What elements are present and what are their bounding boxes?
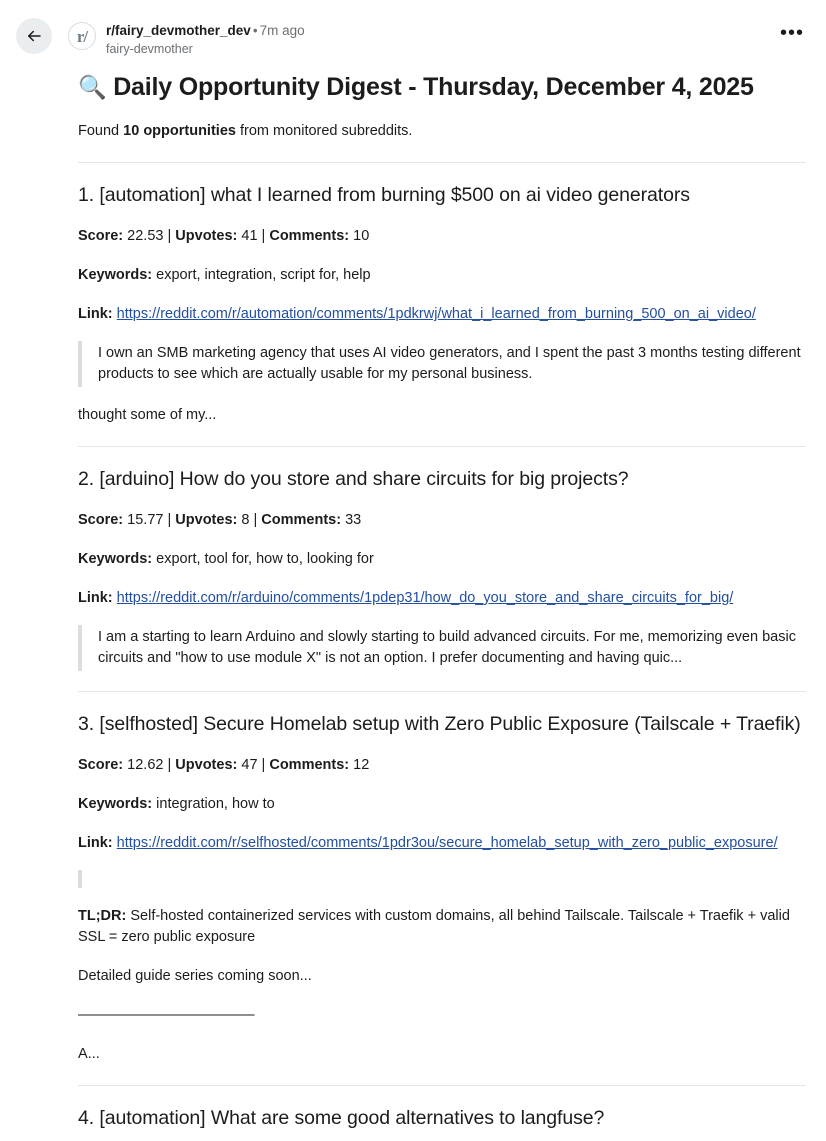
opportunity-link-row — [78, 588, 806, 609]
opportunity-note: Detailed guide series coming soon... — [78, 968, 312, 984]
divider — [78, 162, 806, 163]
comments-value: 12 — [353, 757, 370, 773]
summary-line — [78, 121, 806, 142]
link-label: Link: — [78, 835, 113, 851]
summary-suffix: from monitored subreddits. — [235, 123, 413, 139]
summary-count: 10 opportunities — [123, 123, 236, 139]
opportunity-title: 4. [automation] What are some good alternatives to langfuse? — [78, 1107, 605, 1129]
post-author[interactable]: fairy-devmother — [106, 42, 193, 56]
upvotes-value: 47 — [241, 757, 258, 773]
subreddit-link[interactable]: r/fairy_devmother_dev — [106, 23, 251, 38]
opportunity-title: 1. [automation] what I learned from burning $500 on ai video generators — [78, 184, 690, 206]
opportunity-link[interactable]: https://reddit.com/r/automation/comments/1pdkrwj/what_i_learned_from_burning_500_on_ai_video/ — [116, 306, 756, 322]
page-title-text: Daily Opportunity Digest - Thursday, December 4, 2025 — [113, 73, 754, 101]
opportunity-title: 2. [arduino] How do you store and share circuits for big projects? — [78, 468, 629, 490]
keywords-value: export, tool for, how to, looking for — [156, 551, 374, 567]
score-label: Score: — [78, 757, 124, 773]
keywords-value: export, integration, script for, help — [156, 267, 371, 283]
comments-value: 10 — [353, 228, 370, 244]
page-title — [78, 71, 810, 103]
ascii-rule: ————————————— — [78, 1007, 254, 1023]
link-label: Link: — [78, 590, 113, 606]
opportunity-link[interactable]: https://reddit.com/r/selfhosted/comments/1pdr3ou/secure_homelab_setup_with_zero_public_exposure/ — [116, 835, 778, 851]
opportunity-stats: Score: 15.77 | Upvotes: 8 | Comments: 33 — [78, 512, 362, 528]
opportunity-stats: Score: 22.53 | Upvotes: 41 | Comments: 10 — [78, 228, 370, 244]
opportunity-keywords — [78, 794, 806, 815]
keywords-label: Keywords: — [78, 796, 153, 812]
score-label: Score: — [78, 512, 124, 528]
score-value: 22.53 — [127, 228, 164, 244]
link-label: Link: — [78, 306, 113, 322]
overflow-menu-icon[interactable]: ••• — [779, 22, 804, 44]
header-meta — [106, 22, 810, 57]
divider — [78, 691, 806, 692]
opportunity-stats: Score: 12.62 | Upvotes: 47 | Comments: 12 — [78, 757, 370, 773]
opportunity-tldr — [78, 906, 806, 948]
opportunity-quote: I am a starting to learn Arduino and slowly starting to build advanced circuits. For me, memorizing even basic circuits and "how to use module X" is not an option. I prefer documenting and having quic... — [78, 625, 806, 671]
score-label: Score: — [78, 228, 124, 244]
comments-value: 33 — [345, 512, 362, 528]
comments-label: Comments: — [269, 757, 350, 773]
upvotes-label: Upvotes: — [175, 228, 238, 244]
tldr-label: TL;DR: — [78, 908, 127, 924]
opportunity-quote — [78, 870, 806, 888]
upvotes-value: 8 — [241, 512, 250, 528]
meta-separator: • — [252, 23, 258, 38]
bottom-spacer — [78, 1131, 806, 1141]
back-button[interactable] — [16, 18, 52, 54]
opportunity-keywords — [78, 265, 806, 286]
score-value: 15.77 — [127, 512, 164, 528]
opportunity-tail: thought some of my... — [78, 407, 217, 423]
subreddit-meta-line — [106, 22, 810, 39]
opportunity-link[interactable]: https://reddit.com/r/arduino/comments/1pdep31/how_do_you_store_and_share_circuits_for_big/ — [116, 590, 734, 606]
keywords-label: Keywords: — [78, 267, 153, 283]
divider — [78, 446, 806, 447]
keywords-value: integration, how to — [156, 796, 275, 812]
summary-prefix: Found — [78, 123, 124, 139]
post-header — [0, 0, 826, 57]
avatar-label: r/ — [76, 26, 88, 46]
opportunity-title: 3. [selfhosted] Secure Homelab setup with Zero Public Exposure (Tailscale + Traefik) — [78, 713, 801, 735]
tldr-text: Self-hosted containerized services with custom domains, all behind Tailscale. Tailscale + Traefik + valid SSL = zero public exposure — [78, 908, 790, 945]
divider — [78, 1085, 806, 1086]
score-value: 12.62 — [127, 757, 164, 773]
comments-label: Comments: — [261, 512, 342, 528]
upvotes-value: 41 — [241, 228, 258, 244]
comments-label: Comments: — [269, 228, 350, 244]
opportunity-keywords — [78, 549, 806, 570]
upvotes-label: Upvotes: — [175, 757, 238, 773]
keywords-label: Keywords: — [78, 551, 153, 567]
back-arrow-icon — [25, 27, 43, 45]
subreddit-avatar[interactable] — [68, 22, 96, 50]
opportunity-tail: A... — [78, 1046, 100, 1062]
opportunity-link-row — [78, 304, 806, 325]
post-timestamp: 7m ago — [259, 23, 305, 38]
upvotes-label: Upvotes: — [175, 512, 238, 528]
post-content — [0, 71, 826, 1141]
opportunity-quote: I own an SMB marketing agency that uses AI video generators, and I spent the past 3 months testing different products to see which are actually usable for my personal business. — [78, 341, 806, 387]
magnifier-icon: 🔍 — [78, 74, 107, 100]
post-body — [78, 121, 806, 1141]
opportunity-link-row — [78, 833, 806, 854]
